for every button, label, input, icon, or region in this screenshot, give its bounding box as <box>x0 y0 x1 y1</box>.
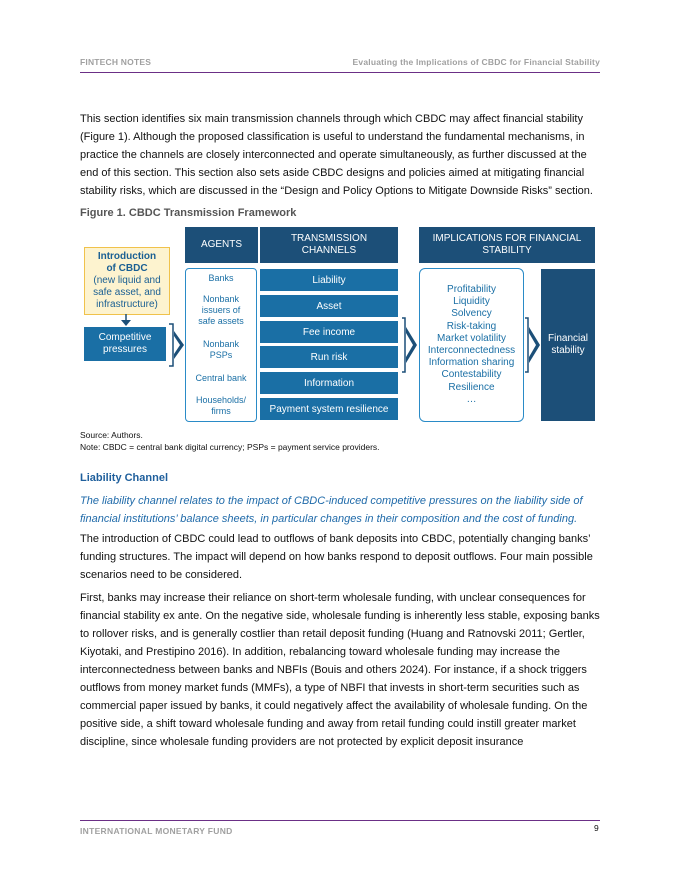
agent-item: Nonbank issuers of safe assets <box>198 294 244 326</box>
body-paragraph-3: First, banks may increase their reliance on short-term wholesale funding, with unclear consequences for financial stability ex ante. On the negative side, wholesale funding is inherently less stable, exposing banks to rollover risks, and is generally costlier than retail deposit funding (Huang and Ratnovski 2011; Gertler, Kiyotaki, and Prestipino 2016). In addition, rebalancing toward wholesale funding may increase the interconnectedness between banks and NBFIs (Bouis and others 2024). For instance, if a shock triggers outflows from money market funds (MMFs), a type of NBFI that invests in short-term securities such as commercial paper issued by banks, it could negatively affect the availability of wholesale funding. On the positive side, a shift toward wholesale funding and away from retail funding could instill greater market discipline, since wholesale funding providers are not protected by explicit deposit insurance <box>80 592 600 748</box>
implications-header: IMPLICATIONS FOR FINANCIAL STABILITY <box>419 227 595 263</box>
footer-rule <box>80 820 600 821</box>
channel-item: Fee income <box>260 321 398 343</box>
running-header-left: FINTECH NOTES <box>80 57 152 67</box>
implication-item: … <box>466 393 477 405</box>
section-title: Liability Channel <box>80 472 169 484</box>
agent-item: Nonbank PSPs <box>202 339 240 360</box>
financial-stability-box <box>541 269 595 421</box>
body-paragraph-2: The introduction of CBDC could lead to outflows of bank deposits into CBDC, potentially changing banks’ funding structures. The impact will depend on how banks respond to deposit outflows. Four main possible scenarios need to be considered. <box>80 533 593 581</box>
header-rule <box>80 72 600 73</box>
page-number: 9 <box>594 823 599 833</box>
figure-note: Note: CBDC = central bank digital currency; PSPs = payment service providers. <box>80 442 380 452</box>
agent-item: Households/ firms <box>195 395 247 416</box>
agents-box <box>185 268 257 422</box>
agents-header: AGENTS <box>185 227 258 263</box>
right-arrow-icon <box>524 317 542 373</box>
channel-item: Run risk <box>260 346 398 368</box>
implication-item: Resilience <box>448 381 495 393</box>
intro-line-2: of CBDC <box>106 263 148 274</box>
intro-line-1: Introduction <box>97 251 157 262</box>
intro-line-4: safe asset, and <box>93 287 161 298</box>
implication-item: Information sharing <box>428 357 515 369</box>
footer-left: INTERNATIONAL MONETARY FUND <box>80 826 233 836</box>
intro-line-5: infrastructure) <box>96 299 158 310</box>
introduction-of-cbdc-box <box>84 247 170 315</box>
running-header-right: Evaluating the Implications of CBDC for Financial Stability <box>352 57 600 67</box>
channel-item: Asset <box>260 295 398 317</box>
implication-item: Risk-taking <box>446 320 497 332</box>
implication-item: Contestability <box>441 369 502 381</box>
implication-item: Interconnectedness <box>427 345 516 357</box>
channel-item: Liability <box>260 269 398 291</box>
agent-item: Banks <box>208 273 234 283</box>
figure-source: Source: Authors. <box>80 430 143 440</box>
implications-box <box>419 268 524 422</box>
agent-item: Central bank <box>195 373 247 383</box>
channel-item: Payment system resilience <box>260 398 398 420</box>
down-arrow-icon <box>120 313 132 327</box>
financial-stability-label: Financial stability <box>547 333 589 356</box>
implication-item: Market volatility <box>437 332 506 344</box>
right-arrow-icon <box>401 317 419 373</box>
intro-paragraph: This section identifies six main transmission channels through which CBDC may affect financial stability (Figure 1). Although the proposed classification is useful to understand the fundamental mechanisms, in practice the channels are closely interconnected and operate simultaneously, as further discussed at the end of this section. This section also sets aside CBDC designs and policies aimed at mitigating financial stability risks, which are discussed in the “Design and Policy Options to Mitigate Downside Risks” section. <box>80 113 593 197</box>
implication-item: Solvency <box>451 308 492 320</box>
transmission-channels-header: TRANSMISSION CHANNELS <box>260 227 398 263</box>
implications-list <box>420 284 523 406</box>
right-arrow-icon <box>168 323 186 367</box>
implication-item: Profitability <box>447 284 496 295</box>
implication-item: Liquidity <box>453 296 490 308</box>
transmission-framework-figure <box>80 225 600 425</box>
competitive-pressures-box: Competitive pressures <box>84 327 166 361</box>
italic-summary-paragraph: The liability channel relates to the impact of CBDC-induced competitive pressures on the liability side of financial institutions’ balance sheets, in particular changes in their composition and the cost of funding. <box>80 495 583 525</box>
channel-item: Information <box>260 372 398 394</box>
intro-line-3: (new liquid and <box>93 275 161 286</box>
figure-title: Figure 1. CBDC Transmission Framework <box>80 207 297 219</box>
